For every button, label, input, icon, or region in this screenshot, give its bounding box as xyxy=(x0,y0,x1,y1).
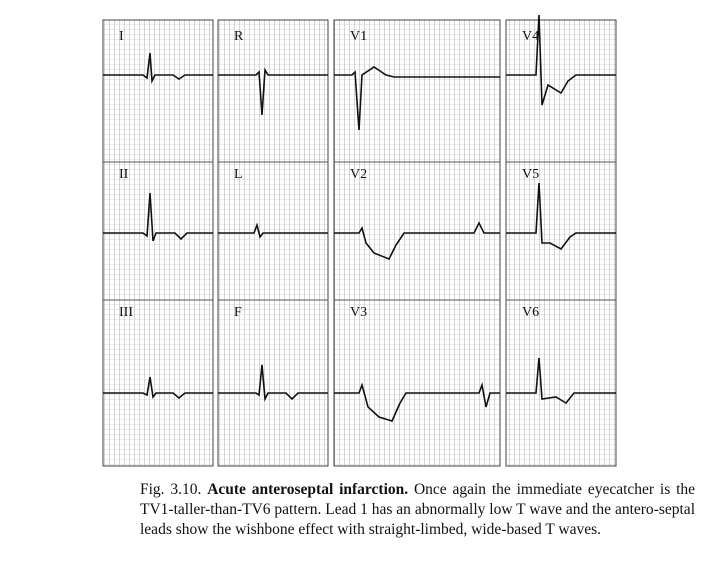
ecg-panel-3 xyxy=(334,20,500,466)
lead-label-l: L xyxy=(234,167,243,182)
figure-caption xyxy=(140,480,695,540)
lead-label-v4: V4 xyxy=(522,29,540,44)
lead-label-v2: V2 xyxy=(350,167,368,182)
lead-label-ii: II xyxy=(119,167,129,182)
lead-label-v1: V1 xyxy=(350,29,368,44)
caption-figure-number: Fig. 3.10. xyxy=(140,481,202,498)
ecg-grid xyxy=(103,20,213,466)
lead-label-v6: V6 xyxy=(522,305,540,320)
lead-label-v5: V5 xyxy=(522,167,540,182)
ecg-panel-2 xyxy=(218,20,328,466)
lead-label-f: F xyxy=(234,305,242,320)
lead-label-i: I xyxy=(119,29,124,44)
lead-label-r: R xyxy=(234,29,244,44)
ecg-grid xyxy=(218,20,328,466)
ecg-panel-4 xyxy=(506,15,616,466)
ecg-grid xyxy=(334,20,500,466)
ecg-panel-1 xyxy=(103,20,213,466)
lead-label-v3: V3 xyxy=(350,305,368,320)
caption-body: Once again the immediate eyecatcher is the TV1-taller-than-TV6 pattern. Lead 1 has an abnormally low T wave and the antero-septal leads show the wishbone effect with straight-limbed, wide-based T waves. xyxy=(140,481,696,538)
lead-label-iii: III xyxy=(119,305,133,320)
caption-title: Acute anteroseptal infarction. xyxy=(207,481,409,498)
